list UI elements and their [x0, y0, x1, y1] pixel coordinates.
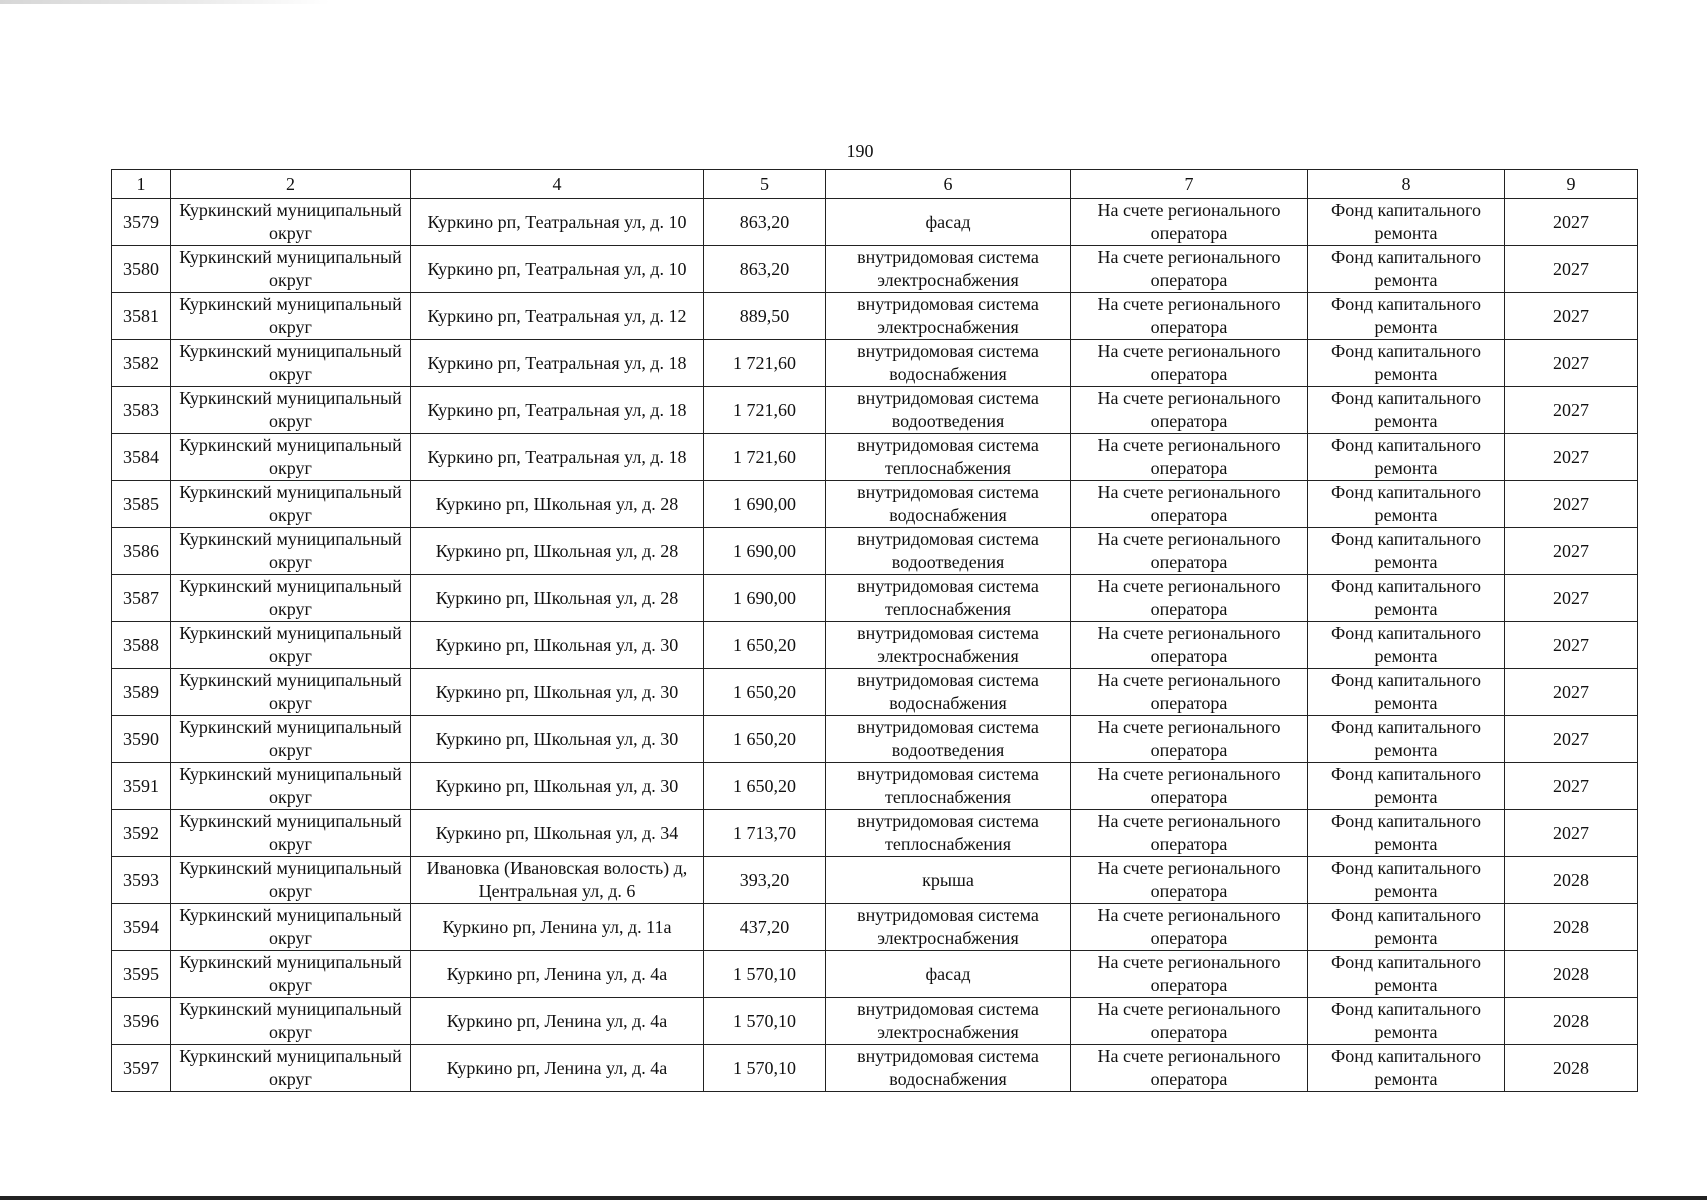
row-number: 3594 [112, 904, 171, 951]
account-cell: На счете регионального оператора [1071, 951, 1308, 998]
address-cell: Куркино рп, Школьная ул, д. 28 [411, 481, 704, 528]
area-cell: 1 690,00 [704, 528, 826, 575]
funding-source-cell: Фонд капитального ремонта [1308, 716, 1505, 763]
funding-source-cell: Фонд капитального ремонта [1308, 857, 1505, 904]
district-cell: Куркинский муниципальный округ [171, 857, 411, 904]
address-cell: Куркино рп, Театральная ул, д. 18 [411, 340, 704, 387]
work-type-cell: внутридомовая система водоотведения [826, 716, 1071, 763]
district-cell: Куркинский муниципальный округ [171, 763, 411, 810]
bottom-rule [0, 1196, 1707, 1200]
work-type-cell: внутридомовая система электроснабжения [826, 293, 1071, 340]
address-cell: Куркино рп, Школьная ул, д. 30 [411, 622, 704, 669]
account-cell: На счете регионального оператора [1071, 293, 1308, 340]
account-cell: На счете регионального оператора [1071, 763, 1308, 810]
district-cell: Куркинский муниципальный округ [171, 810, 411, 857]
work-type-cell: внутридомовая система водоотведения [826, 528, 1071, 575]
work-type-cell: крыша [826, 857, 1071, 904]
row-number: 3581 [112, 293, 171, 340]
year-cell: 2028 [1505, 1045, 1638, 1092]
work-type-cell: внутридомовая система теплоснабжения [826, 810, 1071, 857]
table-row [112, 810, 1638, 857]
address-cell: Куркино рп, Театральная ул, д. 12 [411, 293, 704, 340]
area-cell: 1 721,60 [704, 387, 826, 434]
account-cell: На счете регионального оператора [1071, 998, 1308, 1045]
row-number: 3591 [112, 763, 171, 810]
area-cell: 1 721,60 [704, 434, 826, 481]
district-cell: Куркинский муниципальный округ [171, 434, 411, 481]
year-cell: 2027 [1505, 763, 1638, 810]
work-type-cell: внутридомовая система теплоснабжения [826, 434, 1071, 481]
district-cell: Куркинский муниципальный округ [171, 716, 411, 763]
account-cell: На счете регионального оператора [1071, 434, 1308, 481]
table-row [112, 951, 1638, 998]
table-row [112, 622, 1638, 669]
year-cell: 2027 [1505, 434, 1638, 481]
district-cell: Куркинский муниципальный округ [171, 293, 411, 340]
district-cell: Куркинский муниципальный округ [171, 246, 411, 293]
address-cell: Куркино рп, Школьная ул, д. 30 [411, 669, 704, 716]
account-cell: На счете регионального оператора [1071, 575, 1308, 622]
column-header: 6 [826, 170, 1071, 199]
year-cell: 2027 [1505, 669, 1638, 716]
year-cell: 2028 [1505, 857, 1638, 904]
row-number: 3579 [112, 199, 171, 246]
address-cell: Куркино рп, Ленина ул, д. 4а [411, 998, 704, 1045]
funding-source-cell: Фонд капитального ремонта [1308, 199, 1505, 246]
area-cell: 393,20 [704, 857, 826, 904]
column-header: 1 [112, 170, 171, 199]
area-cell: 863,20 [704, 199, 826, 246]
year-cell: 2028 [1505, 904, 1638, 951]
table-row [112, 528, 1638, 575]
funding-source-cell: Фонд капитального ремонта [1308, 904, 1505, 951]
column-header: 4 [411, 170, 704, 199]
funding-source-cell: Фонд капитального ремонта [1308, 998, 1505, 1045]
funding-source-cell: Фонд капитального ремонта [1308, 810, 1505, 857]
work-type-cell: внутридомовая система водоотведения [826, 387, 1071, 434]
row-number: 3590 [112, 716, 171, 763]
account-cell: На счете регионального оператора [1071, 810, 1308, 857]
row-number: 3597 [112, 1045, 171, 1092]
table-row [112, 904, 1638, 951]
capital-repair-table [111, 169, 1638, 1092]
year-cell: 2027 [1505, 340, 1638, 387]
row-number: 3593 [112, 857, 171, 904]
address-cell: Куркино рп, Ленина ул, д. 11а [411, 904, 704, 951]
year-cell: 2027 [1505, 387, 1638, 434]
funding-source-cell: Фонд капитального ремонта [1308, 387, 1505, 434]
area-cell: 1 650,20 [704, 622, 826, 669]
row-number: 3588 [112, 622, 171, 669]
area-cell: 1 570,10 [704, 998, 826, 1045]
district-cell: Куркинский муниципальный округ [171, 904, 411, 951]
work-type-cell: внутридомовая система электроснабжения [826, 998, 1071, 1045]
district-cell: Куркинский муниципальный округ [171, 340, 411, 387]
table-row [112, 669, 1638, 716]
column-header: 2 [171, 170, 411, 199]
area-cell: 1 721,60 [704, 340, 826, 387]
table-row [112, 1045, 1638, 1092]
year-cell: 2027 [1505, 575, 1638, 622]
row-number: 3587 [112, 575, 171, 622]
district-cell: Куркинский муниципальный округ [171, 669, 411, 716]
row-number: 3596 [112, 998, 171, 1045]
work-type-cell: внутридомовая система водоснабжения [826, 481, 1071, 528]
district-cell: Куркинский муниципальный округ [171, 998, 411, 1045]
table-row [112, 387, 1638, 434]
year-cell: 2027 [1505, 199, 1638, 246]
address-cell: Ивановка (Ивановская волость) д, Центральная ул, д. 6 [411, 857, 704, 904]
account-cell: На счете регионального оператора [1071, 528, 1308, 575]
row-number: 3595 [112, 951, 171, 998]
table-row [112, 434, 1638, 481]
table-row [112, 998, 1638, 1045]
row-number: 3589 [112, 669, 171, 716]
work-type-cell: внутридомовая система электроснабжения [826, 904, 1071, 951]
table-row [112, 716, 1638, 763]
work-type-cell: внутридомовая система электроснабжения [826, 622, 1071, 669]
area-cell: 1 713,70 [704, 810, 826, 857]
column-header: 5 [704, 170, 826, 199]
area-cell: 863,20 [704, 246, 826, 293]
district-cell: Куркинский муниципальный округ [171, 622, 411, 669]
district-cell: Куркинский муниципальный округ [171, 951, 411, 998]
row-number: 3583 [112, 387, 171, 434]
district-cell: Куркинский муниципальный округ [171, 199, 411, 246]
table-row [112, 199, 1638, 246]
address-cell: Куркино рп, Школьная ул, д. 30 [411, 716, 704, 763]
district-cell: Куркинский муниципальный округ [171, 481, 411, 528]
funding-source-cell: Фонд капитального ремонта [1308, 528, 1505, 575]
year-cell: 2027 [1505, 622, 1638, 669]
address-cell: Куркино рп, Ленина ул, д. 4а [411, 1045, 704, 1092]
column-header: 8 [1308, 170, 1505, 199]
account-cell: На счете регионального оператора [1071, 669, 1308, 716]
address-cell: Куркино рп, Театральная ул, д. 18 [411, 434, 704, 481]
work-type-cell: внутридомовая система теплоснабжения [826, 763, 1071, 810]
area-cell: 1 570,10 [704, 951, 826, 998]
row-number: 3584 [112, 434, 171, 481]
table-row [112, 340, 1638, 387]
address-cell: Куркино рп, Театральная ул, д. 18 [411, 387, 704, 434]
funding-source-cell: Фонд капитального ремонта [1308, 1045, 1505, 1092]
work-type-cell: фасад [826, 199, 1071, 246]
funding-source-cell: Фонд капитального ремонта [1308, 293, 1505, 340]
address-cell: Куркино рп, Школьная ул, д. 28 [411, 528, 704, 575]
year-cell: 2027 [1505, 810, 1638, 857]
funding-source-cell: Фонд капитального ремонта [1308, 951, 1505, 998]
funding-source-cell: Фонд капитального ремонта [1308, 246, 1505, 293]
row-number: 3582 [112, 340, 171, 387]
account-cell: На счете регионального оператора [1071, 716, 1308, 763]
address-cell: Куркино рп, Театральная ул, д. 10 [411, 199, 704, 246]
table-row [112, 246, 1638, 293]
district-cell: Куркинский муниципальный округ [171, 575, 411, 622]
account-cell: На счете регионального оператора [1071, 1045, 1308, 1092]
header-row [112, 170, 1638, 199]
account-cell: На счете регионального оператора [1071, 481, 1308, 528]
work-type-cell: фасад [826, 951, 1071, 998]
district-cell: Куркинский муниципальный округ [171, 387, 411, 434]
area-cell: 1 650,20 [704, 763, 826, 810]
address-cell: Куркино рп, Школьная ул, д. 34 [411, 810, 704, 857]
account-cell: На счете регионального оператора [1071, 904, 1308, 951]
table-row [112, 575, 1638, 622]
work-type-cell: внутридомовая система теплоснабжения [826, 575, 1071, 622]
year-cell: 2027 [1505, 716, 1638, 763]
row-number: 3586 [112, 528, 171, 575]
year-cell: 2027 [1505, 528, 1638, 575]
table-row [112, 293, 1638, 340]
area-cell: 1 650,20 [704, 669, 826, 716]
area-cell: 437,20 [704, 904, 826, 951]
work-type-cell: внутридомовая система водоснабжения [826, 340, 1071, 387]
work-type-cell: внутридомовая система водоснабжения [826, 669, 1071, 716]
account-cell: На счете регионального оператора [1071, 246, 1308, 293]
area-cell: 889,50 [704, 293, 826, 340]
funding-source-cell: Фонд капитального ремонта [1308, 434, 1505, 481]
area-cell: 1 690,00 [704, 575, 826, 622]
column-header: 9 [1505, 170, 1638, 199]
account-cell: На счете регионального оператора [1071, 857, 1308, 904]
funding-source-cell: Фонд капитального ремонта [1308, 481, 1505, 528]
district-cell: Куркинский муниципальный округ [171, 1045, 411, 1092]
funding-source-cell: Фонд капитального ремонта [1308, 763, 1505, 810]
table-row [112, 763, 1638, 810]
funding-source-cell: Фонд капитального ремонта [1308, 669, 1505, 716]
account-cell: На счете регионального оператора [1071, 622, 1308, 669]
column-header: 7 [1071, 170, 1308, 199]
work-type-cell: внутридомовая система электроснабжения [826, 246, 1071, 293]
address-cell: Куркино рп, Театральная ул, д. 10 [411, 246, 704, 293]
funding-source-cell: Фонд капитального ремонта [1308, 340, 1505, 387]
table-row [112, 857, 1638, 904]
row-number: 3592 [112, 810, 171, 857]
address-cell: Куркино рп, Школьная ул, д. 28 [411, 575, 704, 622]
funding-source-cell: Фонд капитального ремонта [1308, 575, 1505, 622]
row-number: 3585 [112, 481, 171, 528]
year-cell: 2028 [1505, 951, 1638, 998]
year-cell: 2027 [1505, 246, 1638, 293]
year-cell: 2028 [1505, 998, 1638, 1045]
year-cell: 2027 [1505, 293, 1638, 340]
table-row [112, 481, 1638, 528]
page-number: 190 [846, 141, 874, 161]
account-cell: На счете регионального оператора [1071, 340, 1308, 387]
area-cell: 1 570,10 [704, 1045, 826, 1092]
funding-source-cell: Фонд капитального ремонта [1308, 622, 1505, 669]
account-cell: На счете регионального оператора [1071, 387, 1308, 434]
address-cell: Куркино рп, Школьная ул, д. 30 [411, 763, 704, 810]
scan-edge-artifact [0, 0, 330, 4]
account-cell: На счете регионального оператора [1071, 199, 1308, 246]
area-cell: 1 690,00 [704, 481, 826, 528]
row-number: 3580 [112, 246, 171, 293]
area-cell: 1 650,20 [704, 716, 826, 763]
district-cell: Куркинский муниципальный округ [171, 528, 411, 575]
year-cell: 2027 [1505, 481, 1638, 528]
address-cell: Куркино рп, Ленина ул, д. 4а [411, 951, 704, 998]
work-type-cell: внутридомовая система водоснабжения [826, 1045, 1071, 1092]
